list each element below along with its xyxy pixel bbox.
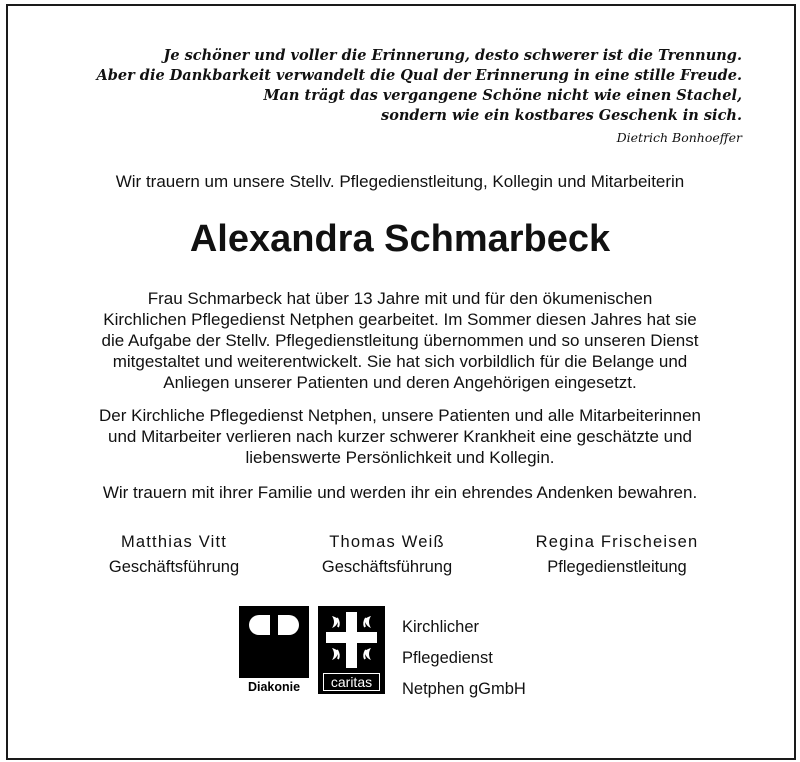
signer-name: Regina Frischeisen <box>535 533 699 551</box>
signer-name: Thomas Weiß <box>329 533 445 551</box>
paragraph-line: liebenswerte Persönlichkeit und Kollegin. <box>245 448 555 467</box>
quote-line: Je schöner und voller die Erinnerung, desto schwerer ist die Trennung. <box>163 47 742 64</box>
paragraph-line: die Aufgabe der Stellv. Pflegedienstleitung übernommen und so unseren Dienst <box>101 331 699 350</box>
organization-line: Netphen gGmbH <box>402 680 526 698</box>
paragraph-line: mitgestaltet und weiterentwickelt. Sie hat sich vorbildlich für die Belange und <box>112 352 688 371</box>
paragraph-line: Wir trauern mit ihrer Familie und werden ihr ein ehrendes Andenken bewahren. <box>102 483 698 502</box>
paragraph-mourning <box>40 482 760 503</box>
signer-role: Geschäftsführung <box>108 558 240 576</box>
organization-name <box>402 612 526 705</box>
signer-2 <box>277 530 497 580</box>
signer-role: Pflegedienstleitung <box>547 558 687 576</box>
diakonie-label: Diakonie <box>247 680 301 694</box>
deceased-name: Alexandra Schmarbeck <box>189 218 611 260</box>
diakonie-logo <box>239 606 309 694</box>
paragraph-line: Kirchlichen Pflegedienst Netphen gearbeitet. Im Sommer diesen Jahres hat sie <box>103 310 697 329</box>
paragraph-line: Frau Schmarbeck hat über 13 Jahre mit und für den ökumenischen <box>147 289 653 308</box>
signer-name: Matthias Vitt <box>120 533 228 551</box>
paragraph-line: und Mitarbeiter verlieren nach kurzer schwerer Krankheit eine geschätzte und <box>108 427 692 446</box>
organization-line: Pflegedienst <box>402 649 493 667</box>
paragraph-career <box>40 288 760 393</box>
bonhoeffer-quote <box>97 46 743 126</box>
caritas-logo <box>318 606 385 694</box>
caritas-label: caritas <box>323 673 380 691</box>
quote-line: Aber die Dankbarkeit verwandelt die Qual der Erinnerung in eine stille Freude. <box>96 67 742 84</box>
quote-author: Dietrich Bonhoeffer <box>616 130 742 145</box>
paragraph-line: Anliegen unserer Patienten und deren Angehörigen eingesetzt. <box>163 373 637 392</box>
signer-3 <box>507 530 727 580</box>
quote-line: sondern wie ein kostbares Geschenk in sich. <box>381 107 742 124</box>
intro-text: Wir trauern um unsere Stellv. Pflegedienstleitung, Kollegin und Mitarbeiterin <box>115 172 685 191</box>
quote-line: Man trägt das vergangene Schöne nicht wie einen Stachel, <box>263 87 742 104</box>
diakonie-cross-icon <box>239 606 309 678</box>
signer-role: Geschäftsführung <box>321 558 453 576</box>
paragraph-loss <box>40 405 760 468</box>
paragraph-line: Der Kirchliche Pflegedienst Netphen, unsere Patienten und alle Mitarbeiterinnen <box>99 406 701 425</box>
organization-line: Kirchlicher <box>402 618 480 636</box>
signer-1 <box>64 530 284 580</box>
